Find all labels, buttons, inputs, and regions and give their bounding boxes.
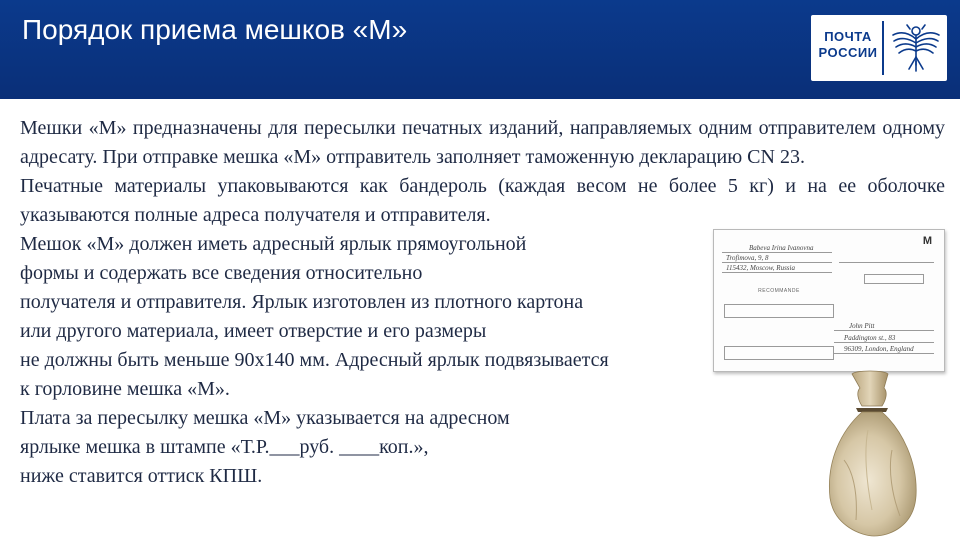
text-line: ярлыке мешка в штампе «Т.Р.___руб. ____коп.», [20, 436, 429, 458]
address-label-image [713, 229, 945, 372]
label-rule [722, 262, 832, 263]
label-customs-box [724, 304, 834, 318]
mail-sack-image [822, 370, 922, 538]
label-sender-street: Trofimova, 9, 8 [726, 254, 769, 262]
label-tp-line [839, 262, 934, 263]
text-line: или другого материала, имеет отверстие и его размеры [20, 320, 487, 342]
text-line: формы и содержать все сведения относительно [20, 262, 423, 284]
label-rule [834, 342, 934, 343]
paragraph-packaging: Печатные материалы упаковываются как бандероль (каждая весом не более 5 кг) и на ее оболочке указываются полные адреса получателя и отправителя. [20, 175, 945, 226]
label-recommande: RECOMMANDE [758, 288, 800, 294]
russian-post-logo [811, 15, 947, 81]
text-line: получателя и отправителя. Ярлык изготовлен из плотного картона [20, 291, 584, 313]
label-rule [722, 252, 832, 253]
label-sender-city: 115432, Moscow, Russia [726, 264, 795, 272]
text-line: не должны быть меньше 90х140 мм. Адресный ярлык подвязывается [20, 349, 609, 371]
label-recipient-city: 96309, London, England [844, 345, 914, 353]
header-band [0, 0, 960, 99]
label-rule [834, 353, 934, 354]
logo-wordmark [817, 29, 879, 61]
logo-line-1: ПОЧТА [824, 29, 872, 44]
label-bottom-box [724, 346, 834, 360]
text-line: Мешок «М» должен иметь адресный ярлык прямоугольной [20, 233, 527, 255]
text-line: Плата за пересылку мешка «М» указывается на адресном [20, 407, 510, 429]
label-stamp-box [864, 274, 924, 284]
label-rule [722, 272, 832, 273]
label-recipient-name: John Pitt [849, 322, 875, 330]
page-title: Порядок приема мешков «М» [22, 14, 408, 45]
label-sender-name: Babeva Irina Ivanovna [749, 244, 814, 252]
label-recipient-street: Paddington st., 83 [844, 334, 896, 342]
logo-line-2: РОССИИ [818, 45, 878, 60]
logo-divider [882, 21, 884, 75]
text-line: к горловине мешка «М». [20, 378, 230, 400]
eagle-emblem-icon [889, 21, 943, 75]
text-line: ниже ставится оттиск КПШ. [20, 465, 263, 487]
paragraph-purpose: Мешки «М» предназначены для пересылки печатных изданий, направляемых одним отправителем одному адресату. При отправке мешка «М» отправитель заполняет таможенную декларацию CN 23. [20, 117, 945, 168]
label-corner-mark: М [922, 235, 932, 247]
label-rule [834, 330, 934, 331]
